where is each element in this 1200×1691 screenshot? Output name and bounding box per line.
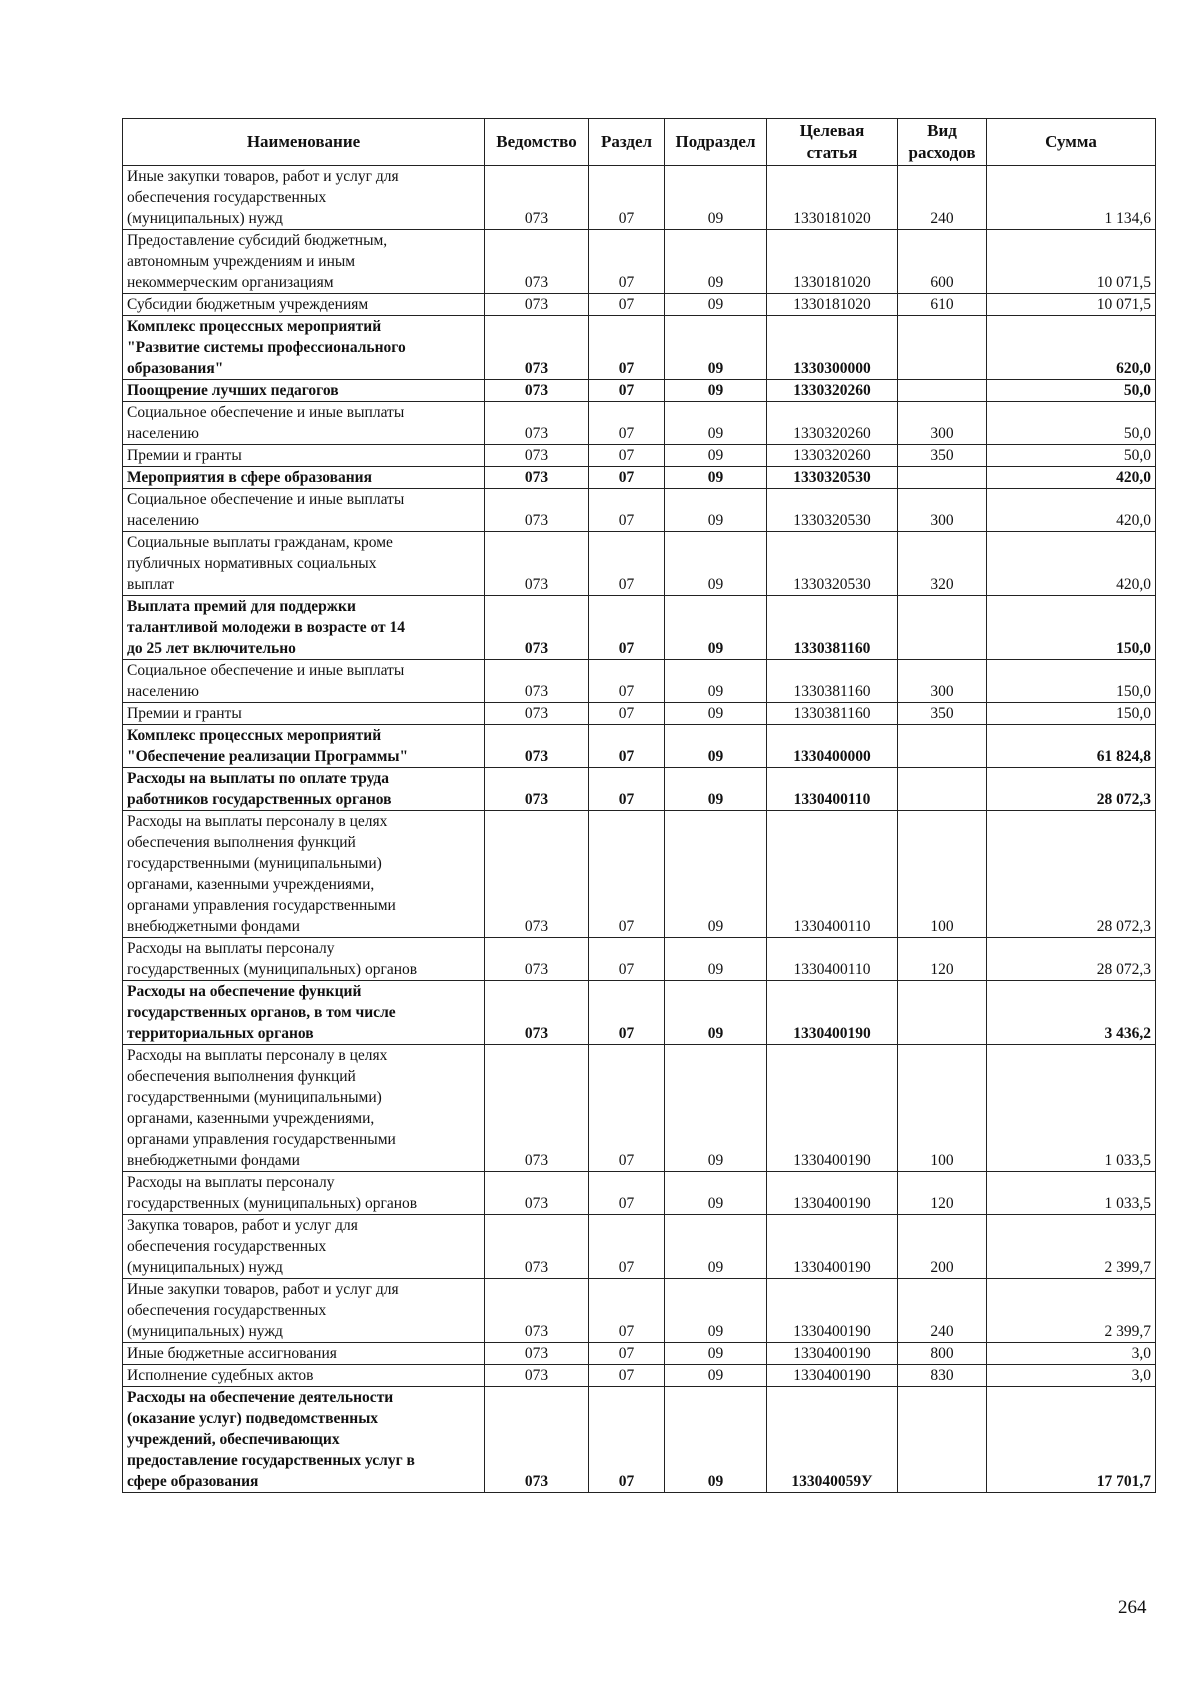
cell-sum: 10 071,5 <box>987 230 1156 294</box>
cell-sum: 3,0 <box>987 1343 1156 1365</box>
cell-name: Поощрение лучших педагогов <box>123 380 485 402</box>
cell-name: Социальные выплаты гражданам, кроме публичных нормативных социальных выплат <box>123 532 485 596</box>
cell-sum: 1 033,5 <box>987 1172 1156 1215</box>
cell-section: 07 <box>589 725 665 768</box>
cell-sum: 2 399,7 <box>987 1215 1156 1279</box>
cell-sum: 50,0 <box>987 445 1156 467</box>
cell-section: 07 <box>589 1172 665 1215</box>
cell-expense-type: 300 <box>898 660 987 703</box>
cell-name: Иные бюджетные ассигнования <box>123 1343 485 1365</box>
cell-subsection: 09 <box>665 703 767 725</box>
cell-department: 073 <box>485 1343 589 1365</box>
cell-department: 073 <box>485 811 589 938</box>
cell-department: 073 <box>485 725 589 768</box>
cell-subsection: 09 <box>665 1045 767 1172</box>
cell-name: Комплекс процессных мероприятий "Обеспечение реализации Программы" <box>123 725 485 768</box>
table-row <box>123 703 1156 725</box>
table-row <box>123 1215 1156 1279</box>
cell-department: 073 <box>485 166 589 230</box>
cell-section: 07 <box>589 596 665 660</box>
cell-name: Субсидии бюджетным учреждениям <box>123 294 485 316</box>
cell-expense-type: 830 <box>898 1365 987 1387</box>
cell-sum: 50,0 <box>987 402 1156 445</box>
table-row <box>123 532 1156 596</box>
cell-sum: 17 701,7 <box>987 1387 1156 1493</box>
cell-subsection: 09 <box>665 316 767 380</box>
cell-section: 07 <box>589 1045 665 1172</box>
table-row <box>123 230 1156 294</box>
cell-subsection: 09 <box>665 532 767 596</box>
table-row <box>123 316 1156 380</box>
cell-expense-type: 240 <box>898 1279 987 1343</box>
cell-name: Премии и гранты <box>123 445 485 467</box>
cell-name: Расходы на выплаты персоналу государственных (муниципальных) органов <box>123 1172 485 1215</box>
cell-name: Расходы на обеспечение деятельности (оказание услуг) подведомственных учреждений, обеспечивающих предоставление государственных услуг в сфере образования <box>123 1387 485 1493</box>
table-row <box>123 1365 1156 1387</box>
cell-department: 073 <box>485 981 589 1045</box>
cell-section: 07 <box>589 1343 665 1365</box>
cell-expense-type: 300 <box>898 402 987 445</box>
cell-target-article: 1330400190 <box>767 1343 898 1365</box>
table-row <box>123 1172 1156 1215</box>
cell-sum: 420,0 <box>987 532 1156 596</box>
cell-target-article: 1330381160 <box>767 703 898 725</box>
table-row <box>123 1279 1156 1343</box>
cell-target-article: 1330400000 <box>767 725 898 768</box>
cell-name: Премии и гранты <box>123 703 485 725</box>
cell-department: 073 <box>485 938 589 981</box>
header-name: Наименование <box>123 119 485 166</box>
cell-target-article: 1330320530 <box>767 467 898 489</box>
cell-section: 07 <box>589 1279 665 1343</box>
cell-target-article: 1330320530 <box>767 532 898 596</box>
cell-section: 07 <box>589 1215 665 1279</box>
cell-subsection: 09 <box>665 294 767 316</box>
table-row <box>123 1387 1156 1493</box>
cell-section: 07 <box>589 445 665 467</box>
table-row <box>123 402 1156 445</box>
header-target-article: Целевая статья <box>767 119 898 166</box>
page-number: 264 <box>1118 1597 1147 1618</box>
cell-subsection: 09 <box>665 725 767 768</box>
cell-sum: 1 033,5 <box>987 1045 1156 1172</box>
header-department: Ведомство <box>485 119 589 166</box>
table-row <box>123 166 1156 230</box>
cell-target-article: 1330400110 <box>767 811 898 938</box>
cell-subsection: 09 <box>665 445 767 467</box>
cell-department: 073 <box>485 1279 589 1343</box>
cell-section: 07 <box>589 230 665 294</box>
cell-target-article: 1330300000 <box>767 316 898 380</box>
cell-sum: 420,0 <box>987 489 1156 532</box>
table-row <box>123 380 1156 402</box>
cell-expense-type: 350 <box>898 445 987 467</box>
cell-expense-type <box>898 725 987 768</box>
cell-name: Социальное обеспечение и иные выплаты населению <box>123 660 485 703</box>
cell-subsection: 09 <box>665 1215 767 1279</box>
cell-name: Расходы на выплаты персоналу в целях обеспечения выполнения функций государственными (муниципальными) органами, казенными учреждениями, органами управления государственными внебюджетными фондами <box>123 811 485 938</box>
cell-sum: 28 072,3 <box>987 768 1156 811</box>
table-row <box>123 1045 1156 1172</box>
table-body <box>123 166 1156 1493</box>
cell-target-article: 133040059У <box>767 1387 898 1493</box>
cell-sum: 420,0 <box>987 467 1156 489</box>
cell-department: 073 <box>485 489 589 532</box>
table-row <box>123 811 1156 938</box>
cell-target-article: 1330381160 <box>767 660 898 703</box>
cell-name: Выплата премий для поддержки талантливой молодежи в возрасте от 14 до 25 лет включительно <box>123 596 485 660</box>
cell-subsection: 09 <box>665 230 767 294</box>
cell-subsection: 09 <box>665 768 767 811</box>
cell-sum: 150,0 <box>987 660 1156 703</box>
cell-department: 073 <box>485 1365 589 1387</box>
cell-target-article: 1330181020 <box>767 294 898 316</box>
cell-name: Социальное обеспечение и иные выплаты населению <box>123 402 485 445</box>
cell-section: 07 <box>589 489 665 532</box>
cell-name: Иные закупки товаров, работ и услуг для обеспечения государственных (муниципальных) нужд <box>123 1279 485 1343</box>
cell-subsection: 09 <box>665 467 767 489</box>
cell-subsection: 09 <box>665 402 767 445</box>
cell-subsection: 09 <box>665 660 767 703</box>
cell-department: 073 <box>485 230 589 294</box>
cell-department: 073 <box>485 596 589 660</box>
cell-name: Мероприятия в сфере образования <box>123 467 485 489</box>
table-row <box>123 981 1156 1045</box>
cell-department: 073 <box>485 660 589 703</box>
cell-name: Расходы на обеспечение функций государственных органов, в том числе территориальных органов <box>123 981 485 1045</box>
cell-expense-type: 120 <box>898 1172 987 1215</box>
cell-expense-type: 350 <box>898 703 987 725</box>
cell-target-article: 1330320530 <box>767 489 898 532</box>
cell-name: Исполнение судебных актов <box>123 1365 485 1387</box>
cell-target-article: 1330400190 <box>767 1215 898 1279</box>
cell-target-article: 1330400110 <box>767 768 898 811</box>
cell-sum: 28 072,3 <box>987 938 1156 981</box>
cell-section: 07 <box>589 316 665 380</box>
cell-expense-type: 800 <box>898 1343 987 1365</box>
cell-section: 07 <box>589 981 665 1045</box>
cell-section: 07 <box>589 703 665 725</box>
cell-subsection: 09 <box>665 489 767 532</box>
cell-department: 073 <box>485 768 589 811</box>
cell-expense-type: 600 <box>898 230 987 294</box>
cell-expense-type: 610 <box>898 294 987 316</box>
header-sum: Сумма <box>987 119 1156 166</box>
cell-section: 07 <box>589 1365 665 1387</box>
cell-subsection: 09 <box>665 596 767 660</box>
cell-subsection: 09 <box>665 811 767 938</box>
cell-sum: 50,0 <box>987 380 1156 402</box>
cell-department: 073 <box>485 1387 589 1493</box>
table-row <box>123 489 1156 532</box>
table-row <box>123 467 1156 489</box>
cell-target-article: 1330320260 <box>767 380 898 402</box>
cell-expense-type <box>898 596 987 660</box>
cell-department: 073 <box>485 380 589 402</box>
cell-expense-type <box>898 316 987 380</box>
cell-expense-type: 320 <box>898 532 987 596</box>
cell-section: 07 <box>589 768 665 811</box>
budget-table-wrapper <box>122 118 1155 1493</box>
cell-section: 07 <box>589 467 665 489</box>
cell-target-article: 1330400190 <box>767 1279 898 1343</box>
cell-subsection: 09 <box>665 380 767 402</box>
cell-target-article: 1330320260 <box>767 402 898 445</box>
cell-expense-type <box>898 768 987 811</box>
cell-section: 07 <box>589 1387 665 1493</box>
cell-sum: 150,0 <box>987 703 1156 725</box>
cell-name: Закупка товаров, работ и услуг для обеспечения государственных (муниципальных) нужд <box>123 1215 485 1279</box>
table-row <box>123 725 1156 768</box>
cell-section: 07 <box>589 811 665 938</box>
cell-expense-type <box>898 981 987 1045</box>
cell-expense-type: 300 <box>898 489 987 532</box>
cell-subsection: 09 <box>665 1343 767 1365</box>
header-section: Раздел <box>589 119 665 166</box>
table-row <box>123 938 1156 981</box>
cell-expense-type <box>898 1387 987 1493</box>
cell-target-article: 1330181020 <box>767 230 898 294</box>
cell-sum: 10 071,5 <box>987 294 1156 316</box>
cell-section: 07 <box>589 380 665 402</box>
table-row <box>123 1343 1156 1365</box>
cell-department: 073 <box>485 1215 589 1279</box>
cell-sum: 1 134,6 <box>987 166 1156 230</box>
cell-department: 073 <box>485 316 589 380</box>
header-expense-type: Вид расходов <box>898 119 987 166</box>
cell-department: 073 <box>485 467 589 489</box>
cell-target-article: 1330320260 <box>767 445 898 467</box>
cell-department: 073 <box>485 532 589 596</box>
cell-expense-type: 200 <box>898 1215 987 1279</box>
cell-department: 073 <box>485 294 589 316</box>
cell-subsection: 09 <box>665 1387 767 1493</box>
cell-subsection: 09 <box>665 166 767 230</box>
cell-name: Иные закупки товаров, работ и услуг для обеспечения государственных (муниципальных) нужд <box>123 166 485 230</box>
cell-expense-type: 100 <box>898 1045 987 1172</box>
cell-section: 07 <box>589 660 665 703</box>
cell-section: 07 <box>589 938 665 981</box>
cell-sum: 150,0 <box>987 596 1156 660</box>
cell-target-article: 1330400190 <box>767 981 898 1045</box>
cell-department: 073 <box>485 1172 589 1215</box>
cell-name: Расходы на выплаты персоналу в целях обеспечения выполнения функций государственными (муниципальными) органами, казенными учреждениями, органами управления государственными внебюджетными фондами <box>123 1045 485 1172</box>
cell-sum: 3,0 <box>987 1365 1156 1387</box>
cell-name: Предоставление субсидий бюджетным, автономным учреждениям и иным некоммерческим организациям <box>123 230 485 294</box>
table-row <box>123 596 1156 660</box>
cell-subsection: 09 <box>665 1279 767 1343</box>
cell-sum: 2 399,7 <box>987 1279 1156 1343</box>
table-header-row <box>123 119 1156 166</box>
cell-section: 07 <box>589 402 665 445</box>
cell-department: 073 <box>485 703 589 725</box>
cell-target-article: 1330400190 <box>767 1172 898 1215</box>
cell-subsection: 09 <box>665 1365 767 1387</box>
cell-name: Расходы на выплаты персоналу государственных (муниципальных) органов <box>123 938 485 981</box>
cell-expense-type <box>898 467 987 489</box>
cell-name: Комплекс процессных мероприятий "Развитие системы профессионального образования" <box>123 316 485 380</box>
cell-sum: 28 072,3 <box>987 811 1156 938</box>
cell-sum: 3 436,2 <box>987 981 1156 1045</box>
cell-target-article: 1330400110 <box>767 938 898 981</box>
table-row <box>123 660 1156 703</box>
cell-name: Социальное обеспечение и иные выплаты населению <box>123 489 485 532</box>
cell-subsection: 09 <box>665 1172 767 1215</box>
cell-target-article: 1330381160 <box>767 596 898 660</box>
cell-department: 073 <box>485 402 589 445</box>
cell-subsection: 09 <box>665 938 767 981</box>
cell-expense-type: 240 <box>898 166 987 230</box>
cell-expense-type: 100 <box>898 811 987 938</box>
header-subsection: Подраздел <box>665 119 767 166</box>
cell-sum: 620,0 <box>987 316 1156 380</box>
budget-table <box>122 118 1156 1493</box>
table-row <box>123 445 1156 467</box>
cell-section: 07 <box>589 166 665 230</box>
cell-name: Расходы на выплаты по оплате труда работников государственных органов <box>123 768 485 811</box>
cell-target-article: 1330181020 <box>767 166 898 230</box>
cell-target-article: 1330400190 <box>767 1045 898 1172</box>
cell-target-article: 1330400190 <box>767 1365 898 1387</box>
table-row <box>123 768 1156 811</box>
table-row <box>123 294 1156 316</box>
cell-department: 073 <box>485 1045 589 1172</box>
cell-sum: 61 824,8 <box>987 725 1156 768</box>
cell-subsection: 09 <box>665 981 767 1045</box>
cell-expense-type <box>898 380 987 402</box>
cell-section: 07 <box>589 294 665 316</box>
cell-section: 07 <box>589 532 665 596</box>
cell-expense-type: 120 <box>898 938 987 981</box>
cell-department: 073 <box>485 445 589 467</box>
